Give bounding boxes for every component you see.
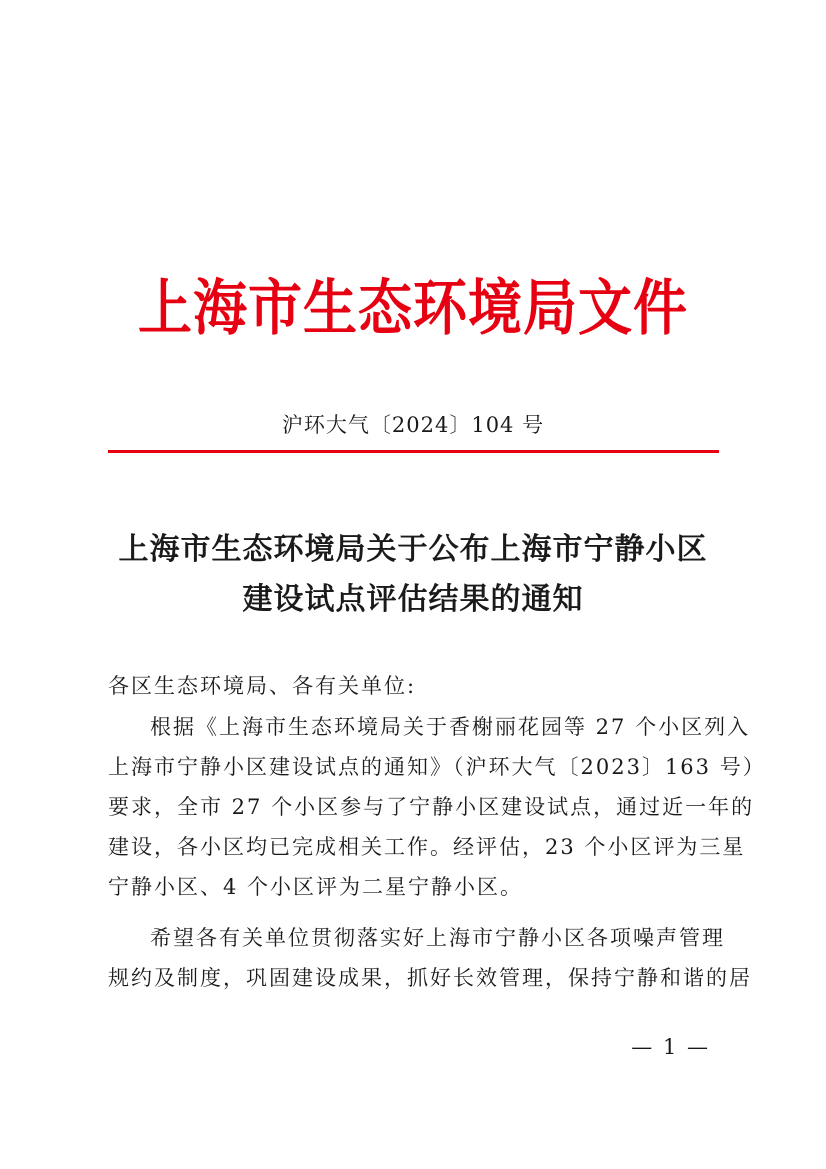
- paragraph-1-line-2: 上海市宁静小区建设试点的通知》（沪环大气〔2023〕163 号）: [108, 755, 766, 779]
- paragraph-1-line-4: 建设，各小区均已完成相关工作。经评估，23 个小区评为三星: [108, 835, 746, 859]
- red-divider-line: [108, 450, 719, 453]
- issuer-header: 上海市生态环境局文件: [138, 271, 688, 343]
- paragraph-2-line-2: 规约及制度，巩固建设成果，抓好长效管理，保持宁静和谐的居: [108, 966, 752, 990]
- paragraph-2: [108, 918, 752, 998]
- paragraph-1: [108, 707, 766, 907]
- title-line-2: 建设试点评估结果的通知: [242, 582, 584, 617]
- salutation: 各区生态环境局、各有关单位:: [108, 674, 417, 698]
- paragraph-2-line-1: 希望各有关单位贯彻落实好上海市宁静小区各项噪声管理: [150, 926, 725, 950]
- document-number: 沪环大气〔2024〕104 号: [281, 413, 545, 437]
- paragraph-1-line-5: 宁静小区、4 个小区评为二星宁静小区。: [108, 875, 524, 899]
- title-line-1: 上海市生态环境局关于公布上海市宁静小区: [118, 532, 708, 567]
- document-title: [0, 525, 826, 625]
- paragraph-1-line-3: 要求，全市 27 个小区参与了宁静小区建设试点，通过近一年的: [108, 795, 755, 819]
- page-number: — 1 —: [631, 1035, 710, 1059]
- paragraph-1-line-1: 根据《上海市生态环境局关于香榭丽花园等 27 个小区列入: [150, 715, 751, 739]
